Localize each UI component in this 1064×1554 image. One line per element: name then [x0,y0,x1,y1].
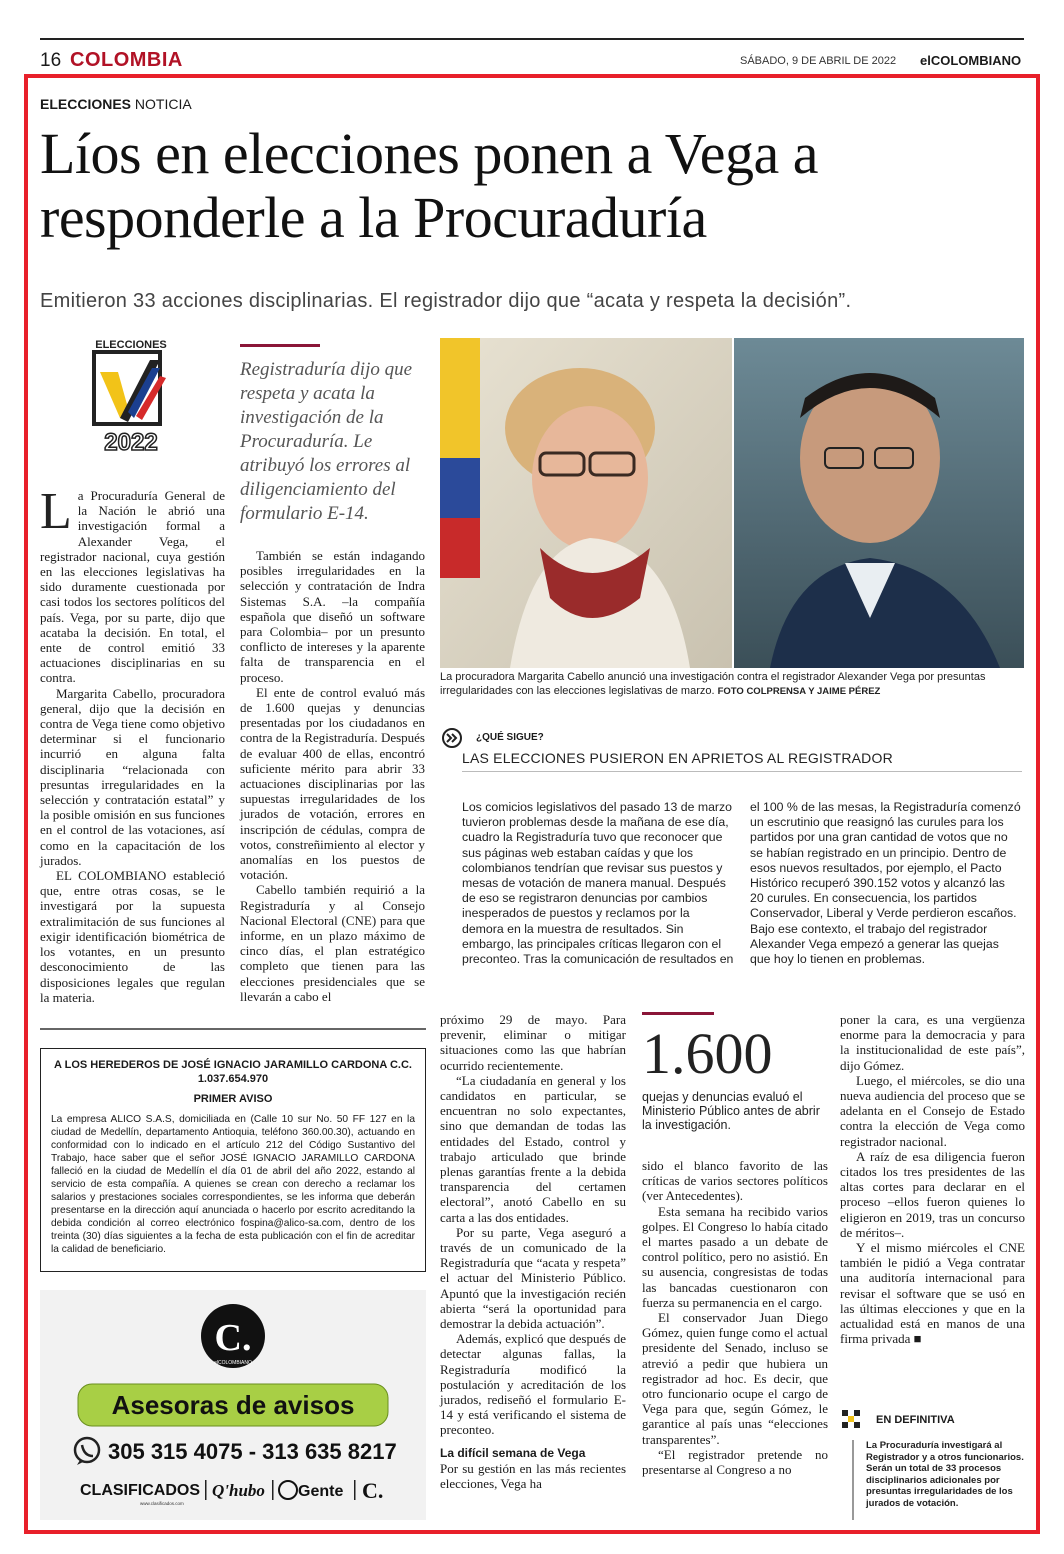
ad-logo-sub: elCOLOMBIANO [214,1360,252,1366]
pullquote: Registraduría dijo que respeta y acata la investigación de la Procuraduría. Le atribuyó los errores al diligenciamiento del formulario E-14. [240,359,413,524]
body-column-2 [240,548,425,1004]
body-paragraph: “El registrador pretende no presentarse al Congreso a no [642,1446,828,1478]
que-sigue-paragraph: el 100 % de las mesas, la Registraduría comenzó un escrutinio que reasignó las curules para los partidos por una gran cantidad de votos que no se habían registrado en un principio. Dentro de esos nuevos resultados, por ejemplo, el Pacto Histórico recuperó 390.152 votos y alcanzó las 20 curules. En consecuencia, los partidos Conservador, Liberal y Verde perdieron escaños. [750,800,1021,921]
ad-brand-gente: Gente [298,1483,344,1500]
bignum-rule [642,1012,714,1015]
section-name: COLOMBIA [70,49,183,71]
double-chevron-icon [442,728,462,748]
body-paragraph: Y el mismo miércoles el CNE también le pidió a Vega contratar una auditoría internacional para revisar el software que se usó en las últimas elecciones y que en la actualidad está en manos de una firma privada ■ [840,1240,1025,1347]
ad-brand-c: C. [362,1478,384,1503]
photo-registrador [732,338,1024,668]
logo-word: ELECCIONES [95,339,167,351]
notice-body: La empresa ALICO S.A.S, domiciliada en (Calle 10 sur No. 50 FF 127 en la ciudad de Medellín, departamento Antioquia, teléfono 360.00.30), actuando en conformidad con lo indicado en el artículo 212 del Código Sustantivo del Trabajo, hace saber que el señor JOSÉ IGNACIO JARAMILLO CARDONA falleció en la ciudad de Medellín el día 01 de abril del año 2022, estando al servicio de esta compañía. A quienes se crean con derecho a reclamar los salarios y prestaciones sociales correspondientes, se les informa que deberán presentarse en la dirección aquí anunciada o hacerlo por escrito acreditando la debida condición al correo electrónico fospina@alico-sa.com, dentro de los treinta (30) días siguientes a la fecha de esta publicación con el fin de acreditar la calidad de beneficiario. [51,1114,415,1255]
caption-text: La procuradora Margarita Cabello anunció una investigación contra el registrador Alexander Vega por presuntas irregularidades con las elecciones legislativas de marzo. [440,671,986,697]
ad-website: www.clasificados.com [140,1501,184,1506]
top-rule [40,38,1024,40]
brand-name: elCOLOMBIANO [920,53,1022,68]
body-subheading: La difícil semana de Vega [440,1445,586,1460]
notice-title: A LOS HEREDEROS DE JOSÉ IGNACIO JARAMILLO CARDONA C.C. [54,1059,412,1071]
photo-credit: FOTO COLPRENSA Y JAIME PÉREZ [717,686,881,697]
body-paragraph: Margarita Cabello, procuradora general, dijo que la decisión en contra de Vega tiene como objetivo determinar si el funcionario incurrió en alguna falta disciplinaria “relacionada con presuntas irregularidades en la selección y contratación estatal” y la posible omisión en sus funciones en el control de las votaciones, así como en la capacitación de los jurados. [40,685,225,868]
drop-cap: L [40,483,72,540]
kicker-category: ELECCIONES [40,96,132,112]
en-definitiva-title: EN DEFINITIVA [876,1414,955,1426]
que-sigue-left-column [462,800,734,967]
que-sigue-paragraph: Bajo ese contexto, el trabajo del registrador Alexander Vega empezó a generar las quejas que hoy lo tienen en problemas. [750,921,999,967]
elecciones-2022-logo [90,338,172,458]
logo-year: 2022 [104,429,158,456]
notice-id: 1.037.654.970 [197,1073,269,1085]
pullquote-rule [240,344,320,347]
body-paragraph: sido el blanco favorito de las críticas de varios sectores políticos (ver Antecedentes). [642,1158,828,1204]
body-paragraph: Cabello también requirió a la Registraduría y al Consejo Nacional Electoral (CNE) para que informe, en un plazo máximo de cinco días, el plan estratégico completo que tienen para las elecciones presidenciales que se llevarán a cabo el [240,882,425,1004]
body-paragraph: EL COLOMBIANO estableció que, entre otras cosas, se le investigará por la supuesta extralimitación de sus funciones al exigir identificación biométrica de los votantes, en un presunto desconocimiento de las disposiciones legales que regulan la materia. [40,868,225,1005]
big-number: 1.600 [642,1021,773,1086]
body-paragraph: El conservador Juan Diego Gómez, quien funge como el actual presidente del Senado, incluso se atrevió a pedir que hubiera un registrador ad hoc. Es decir, que otro funcionario ocupe el cargo de Vega para que, según Gómez, le garantice al país unas “elecciones transparentes”. [642,1310,828,1447]
body-paragraph: Luego, el miércoles, se dio una nueva audiencia del proceso que se adelanta en el Consejo de Estado contra la elección de Vega como registrador nacional. [840,1072,1025,1149]
article-kicker [40,96,192,112]
article-photo [440,338,1024,668]
photo-procuradora [440,338,732,668]
kicker-type: NOTICIA [134,96,192,112]
que-sigue-right-column [750,800,1022,967]
body-paragraph: próximo 29 de mayo. Para prevenir, eliminar o mitigar situaciones como las que habrían ocurrido recientemente. [440,1012,626,1073]
que-sigue-paragraph: Los comicios legislativos del pasado 13 de marzo tuvieron problemas desde la mañana de ese día, cuadro la Registraduría tuvo que reconocer que sus páginas web estaban caídas y que los colombianos tendrían que revisar sus puestos y mesas de votación de manera manual. Después de eso se registraron denuncias por cambios inesperados de puestos y reclamos por la demora en la muestra de resultados. Sin embargo, las principales críticas llegaron con el preconteo. Tras la comunicación de resultados en [462,800,734,967]
body-paragraph: La Procuraduría General de la Nación le abrió una investigación formal a Alexander Vega, el registrador nacional, cuya gestión en las elecciones legislativas ha sido duramente cuestionada por casi todos los sectores políticos del país. Vega, por su parte, dijo que acataba la decisión. En total, el ente de control emitió 33 actuaciones disciplinarias en su contra. [40,483,225,686]
issue-date: SÁBADO, 9 DE ABRIL DE 2022 [740,55,897,67]
page-number: 16 [40,50,62,71]
body-column-4 [642,1158,828,1477]
en-definitiva-text: La Procuraduría investigará al Registrador y a otros funcionarios. Serán un total de 33 procesos disciplinarios adicionales por presuntas irregularidades de los jurados de votación. [852,1440,1041,1520]
headline: Líos en elecciones ponen a Vega a responderle a la Procuraduría [40,121,818,250]
body-paragraph: También se están indagando posibles irregularidades en la selección y contratación de Indra Sistemas S.A. –la compañía española que diseñó un software para Colombia– por un presunto conflicto de intereses y la aparente falta de transparencia en el proceso. [240,548,425,685]
ad-phones: 305 315 4075 - 313 635 8217 [108,1439,397,1464]
subheadline: Emitieron 33 acciones disciplinarias. El registrador dijo que “acata y respeta la decisión”. [40,290,852,312]
que-sigue-kicker: ¿QUÉ SIGUE? [476,732,544,743]
body-column-5 [840,1012,1025,1346]
body-paragraph: “La ciudadanía en general y los candidatos en particular, se encuentran no solo expectantes, sino que demandan de todas las entidades del Estado, control y trabajo articulado que brinde plenas garantías frente a la debida transparencia del certamen electoral”, anotó Cabello en su carta a las dos entidades. [440,1072,626,1225]
body-paragraph: El ente de control evaluó más de 1.600 quejas y denuncias presentadas por los ciudadanos en contra de la Registraduría. Después de evaluar 400 de ellas, encontró suficiente mérito para abrir 33 actuaciones disciplinarias por las supuestas irregularidades de los jurados de votación, errores en inscripción de cédulas, compra de votos, constreñimiento al elector y anomalías en los puestos de votación. [240,684,425,883]
section-rule [40,1028,426,1030]
body-column-3 [440,1012,626,1491]
body-paragraph: Esta semana ha recibido varios golpes. El Congreso lo había citado el martes pasado a un debate de control político, pero no asistió. En su ausencia, congresistas de todas las bancadas cuestionaron con fuerza su permanencia en el cargo. [642,1203,828,1310]
legal-notice [40,1048,426,1272]
notice-label: PRIMER AVISO [193,1093,273,1105]
body-column-1 [40,483,225,1005]
ad-brand-qhubo: Q'hubo [212,1481,265,1500]
body-paragraph: Por su gestión en las más recientes elecciones, Vega ha [440,1460,626,1492]
photo-caption [440,670,1030,699]
big-number-text: quejas y denuncias evaluó el Ministerio Público antes de abrir la investigación. [642,1090,820,1132]
que-sigue-title: LAS ELECCIONES PUSIERON EN APRIETOS AL REGISTRADOR [462,750,1022,772]
checker-icon [842,1410,862,1430]
body-paragraph: poner la cara, es una vergüenza enorme para la democracia y para la institucionalidad de este país”, dijo Gómez. [840,1012,1025,1073]
body-paragraph: Por su parte, Vega aseguró a través de un comunicado de la Registraduría que “acata y respeta” el actuar del Ministerio Público. Apuntó que la investigación recién abierta “será la oportunidad para demostrar la debida actuación”. [440,1224,626,1332]
classifieds-ad [40,1290,426,1520]
body-paragraph: A raíz de esa diligencia fueron citados los tres presidentes de las altas cortes para declarar en el proceso –ellos fueron quienes lo eligieron en 2019, tras un concurso de méritos–. [840,1148,1025,1240]
ad-logo-letter: C. [214,1317,252,1359]
ad-banner: Asesoras de avisos [111,1390,355,1420]
body-paragraph: Además, explicó que después de detectar algunas fallas, la Registraduría modificó la postulación y acreditación de los jurados, rediseñó el formulario E-14 y está verificando el sistema de preconteo. [440,1331,626,1438]
ad-brand-clasificados: CLASIFICADOS [80,1482,200,1499]
